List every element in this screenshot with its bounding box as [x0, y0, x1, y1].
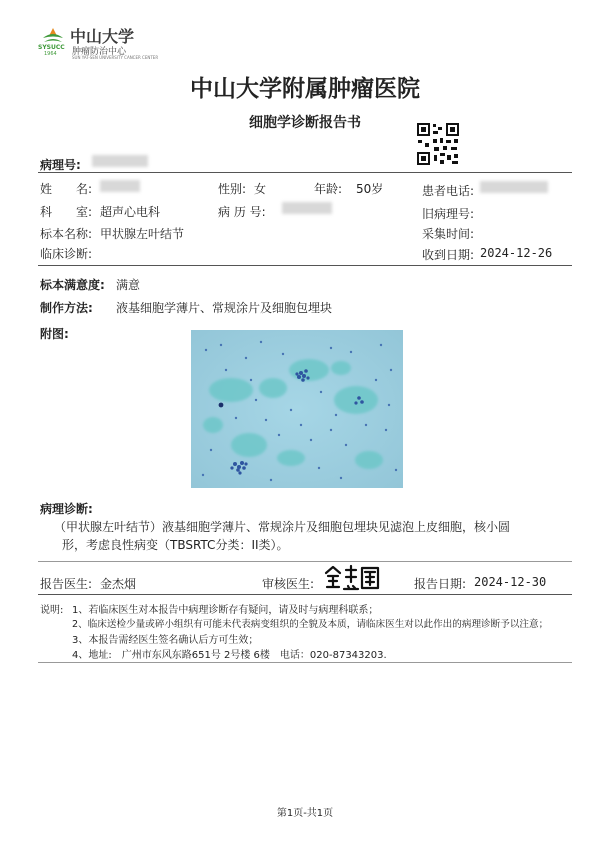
diagnosis-label: 病理诊断:	[40, 502, 93, 516]
old-path-label: 旧病理号:	[422, 207, 475, 221]
report-doctor-value: 金杰烟	[100, 577, 137, 591]
diagnosis-line-2: 形，考虑良性病变（TBSRTC分类：II类）。	[62, 538, 289, 552]
figure-label: 附图:	[40, 327, 69, 341]
gender-label: 性别:	[218, 182, 247, 196]
hospital-name: 中山大学附属肿瘤医院	[190, 76, 420, 102]
logo-english: SUN YAT-SEN UNIVERSITY CANCER CENTER	[72, 55, 159, 60]
logo-mark-text: SYSUCC	[38, 44, 65, 51]
specimen-value: 甲状腺左叶结节	[100, 227, 185, 241]
diagnosis-line-1: （甲状腺左叶结节）液基细胞学薄片、常规涂片及细胞包埋块见滤泡上皮细胞，核小圆	[54, 520, 511, 534]
report-date-label: 报告日期:	[414, 577, 467, 591]
notes-title: 说明:	[40, 605, 64, 616]
satisfaction-value: 满意	[116, 278, 141, 292]
phone-label: 患者电话:	[422, 184, 475, 198]
dept-label: 科 室:	[40, 205, 93, 219]
gender-value: 女	[254, 182, 267, 196]
age-label: 年龄:	[314, 182, 343, 196]
collect-time-label: 采集时间:	[422, 227, 475, 241]
logo-subtitle: 肿瘤防治中心	[72, 47, 127, 57]
divider-patient	[38, 265, 572, 266]
report-title: 细胞学诊断报告书	[249, 115, 361, 131]
divider-signoff	[38, 594, 572, 595]
reviewer-label: 审核医生:	[262, 577, 315, 591]
record-no-redacted	[282, 202, 332, 214]
dept-value: 超声心电科	[100, 205, 161, 219]
pathology-no-redacted	[92, 155, 148, 167]
clinical-diagnosis-label: 临床诊断:	[40, 247, 93, 261]
cytology-micrograph	[191, 330, 403, 488]
divider-notes	[38, 662, 572, 663]
method-value: 液基细胞学薄片、常规涂片及细胞包埋块	[116, 301, 333, 315]
report-date-value: 2024-12-30	[474, 575, 547, 589]
phone-redacted	[480, 181, 548, 193]
divider-diagnosis	[38, 561, 572, 562]
note-item: 3、本报告需经医生签名确认后方可生效；	[72, 635, 259, 646]
received-date-value: 2024-12-26	[480, 246, 553, 260]
qr-code-icon	[416, 122, 460, 166]
note-item: 4、地址: 广州市东风东路651号 2号楼 6楼 电话：020-87343203.	[72, 650, 387, 661]
satisfaction-label: 标本满意度:	[40, 278, 105, 292]
name-redacted	[100, 180, 140, 192]
logo-title: 中山大学	[70, 27, 135, 46]
specimen-label: 标本名称:	[40, 227, 93, 241]
received-date-label: 收到日期:	[422, 248, 475, 262]
page-number: 第1页-共1页	[276, 808, 334, 819]
note-item: 2、临床送检少量或碎小组织有可能未代表病变组织的全貌及本质，请临床医生对以此作出的病理诊断予以注意；	[72, 619, 549, 630]
method-label: 制作方法:	[40, 301, 93, 315]
age-value: 50岁	[356, 182, 384, 196]
pathology-no-label: 病理号:	[40, 158, 81, 172]
reviewer-signature-image	[322, 563, 384, 591]
report-doctor-label: 报告医生:	[40, 577, 93, 591]
name-label: 姓 名:	[40, 182, 93, 196]
note-item: 1、若临床医生对本报告中病理诊断存有疑问，请及时与病理科联系；	[72, 605, 379, 616]
logo-mark-year: 1964	[44, 51, 57, 57]
record-no-label: 病 历 号:	[218, 205, 266, 219]
divider-top	[38, 172, 572, 173]
